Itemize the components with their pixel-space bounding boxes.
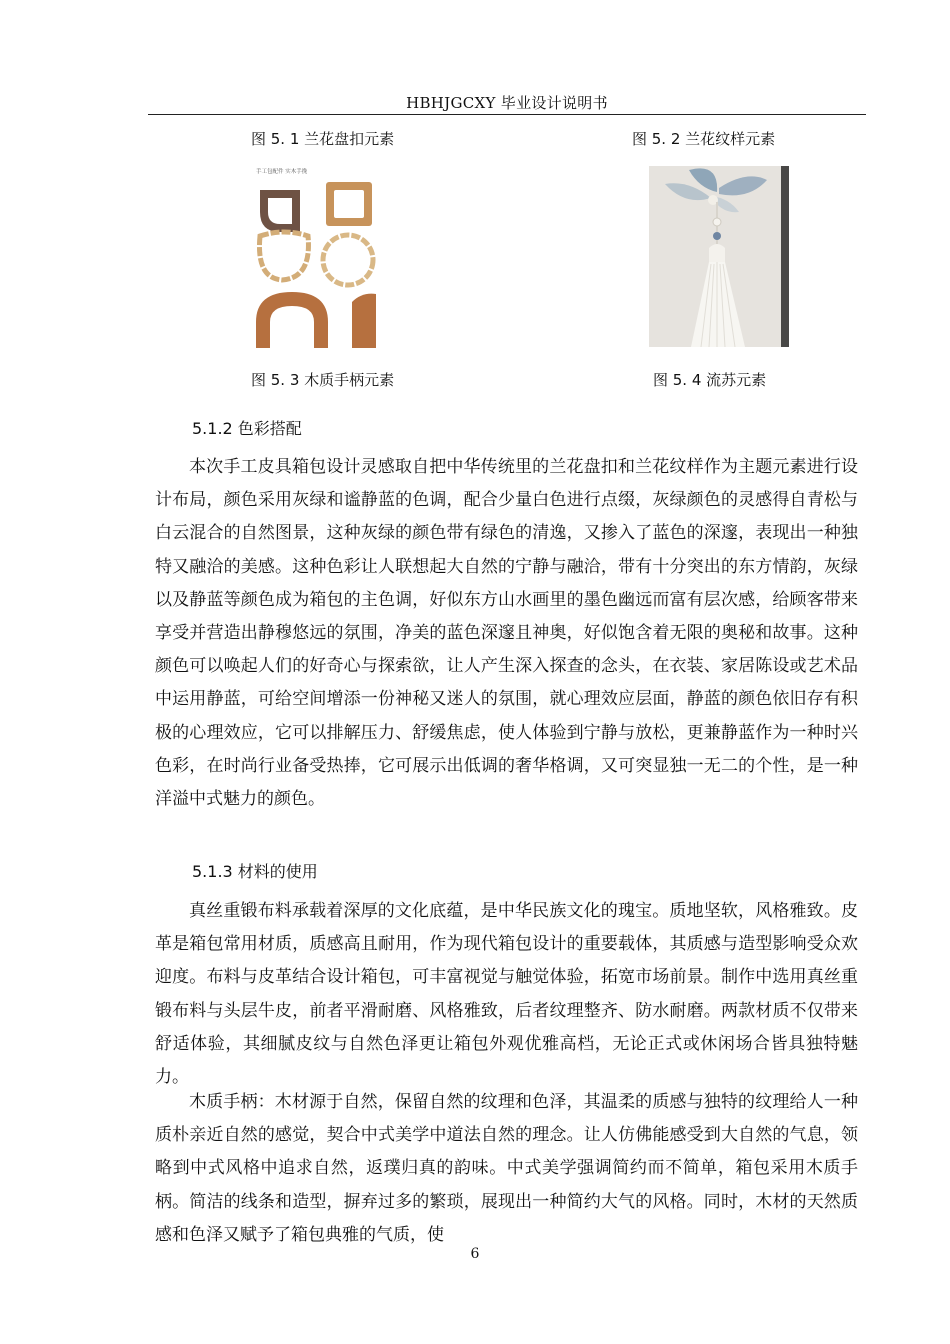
tassel-image: [649, 166, 789, 347]
figure-5-2-caption: 图 5. 2 兰花纹样元素: [632, 130, 776, 148]
section-heading-material: 5.1.3 材料的使用: [192, 862, 318, 881]
figure-5-3-caption: 图 5. 3 木质手柄元素: [251, 371, 395, 389]
wooden-handle-image-label: 手工包配件 实木手挽: [256, 169, 308, 175]
material-paragraph-fabric: 真丝重锻布料承载着深厚的文化底蕴，是中华民族文化的瑰宝。质地坚软，风格雅致。皮革是箱包常用材质，质感高且耐用，作为现代箱包设计的重要载体，其质感与造型影响受众欢迎度。布料与皮革结合设计箱包，可丰富视觉与触觉体验，拓宽市场前景。制作中选用真丝重锻布料与头层牛皮，前者平滑耐磨、风格雅致，后者纹理整齐、防水耐磨。两款材质不仅带来舒适体验，其细腻皮纹与自然色泽更让箱包外观优雅高档，无论正式或休闲场合皆具独特魅力。: [155, 901, 858, 1088]
header-divider: [148, 114, 866, 115]
material-paragraph-wood-handle: 木质手柄：木材源于自然，保留自然的纹理和色泽，其温柔的质感与独特的纹理给人一种质朴亲近自然的感觉，契合中式美学中道法自然的理念。让人仿佛能感受到大自然的气息，领略到中式风格中追求自然，返璞归真的韵味。中式美学强调简约而不简单，箱包采用木质手柄。简洁的线条和造型，摒弃过多的繁琐，展现出一种简约大气的风格。同时，木材的天然质感和色泽又赋予了箱包典雅的气质，使: [155, 1092, 858, 1245]
figure-5-1-caption: 图 5. 1 兰花盘扣元素: [251, 130, 395, 148]
wooden-handle-image: [252, 162, 376, 348]
figure-5-4-caption: 图 5. 4 流苏元素: [653, 371, 767, 389]
page-header: HBHJGCXY 毕业设计说明书: [406, 94, 608, 112]
section-heading-color: 5.1.2 色彩搭配: [192, 419, 302, 438]
page-number: 6: [470, 1246, 480, 1262]
color-paragraph: 本次手工皮具箱包设计灵感取自把中华传统里的兰花盘扣和兰花纹样作为主题元素进行设计布局，颜色采用灰绿和谧静蓝的色调，配合少量白色进行点缀，灰绿颜色的灵感得自青松与白云混合的自然图景，这种灰绿的颜色带有绿色的清逸，又掺入了蓝色的深邃，表现出一种独特又融洽的美感。这种色彩让人联想起大自然的宁静与融洽，带有十分突出的东方情韵，灰绿以及静蓝等颜色成为箱包的主色调，好似东方山水画里的墨色幽远而富有层次感，给顾客带来享受并营造出静穆悠远的氛围，净美的蓝色深邃且神奥，好似饱含着无限的奥秘和故事。这种颜色可以唤起人们的好奇心与探索欲，让人产生深入探查的念头，在衣装、家居陈设或艺术品中运用静蓝，可给空间增添一份神秘又迷人的氛围，就心理效应层面，静蓝的颜色依旧存有积极的心理效应，它可以排解压力、舒缓焦虑，使人体验到宁静与放松，更兼静蓝作为一种时兴色彩，在时尚行业备受热捧，它可展示出低调的奢华格调，又可突显独一无二的个性，是一种洋溢中式魅力的颜色。: [155, 457, 858, 810]
